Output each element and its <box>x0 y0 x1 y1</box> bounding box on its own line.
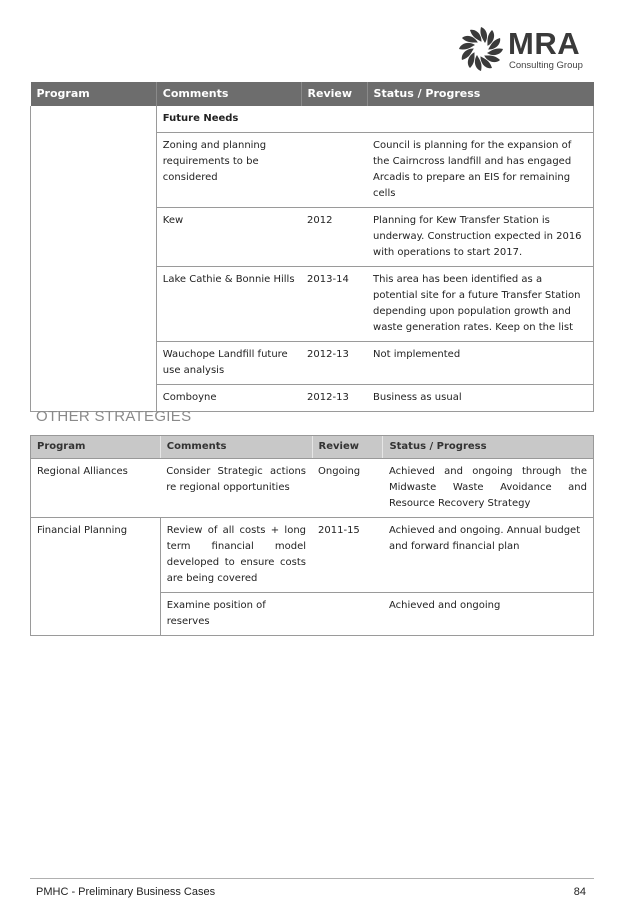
header-comments: Comments <box>160 436 312 459</box>
footer-divider <box>30 878 594 879</box>
status-cell: Planning for Kew Transfer Station is underway. Construction expected in 2016 with operations to start 2017. <box>367 208 593 267</box>
status-cell: This area has been identified as a potential site for a future Transfer Station depending upon population growth and waste generation rates. Keep on the list <box>367 267 593 342</box>
status-cell: Achieved and ongoing. Annual budget and forward financial plan <box>383 518 594 593</box>
table-row <box>31 459 594 518</box>
status-cell: Achieved and ongoing <box>383 593 594 636</box>
review-cell: 2012-13 <box>301 385 367 412</box>
table-header-row <box>31 82 594 106</box>
mra-logo-mark-icon <box>456 24 506 74</box>
comment-cell: Kew <box>156 208 301 267</box>
comment-cell: Comboyne <box>156 385 301 412</box>
comment-cell: Wauchope Landfill future use analysis <box>156 342 301 385</box>
program-cell: Financial Planning <box>31 518 161 636</box>
review-cell: Ongoing <box>312 459 383 518</box>
review-cell: 2011-15 <box>312 518 383 593</box>
mra-logo <box>456 24 596 76</box>
review-cell: 2012-13 <box>301 342 367 385</box>
status-cell <box>367 106 593 133</box>
comment-cell: Lake Cathie & Bonnie Hills <box>156 267 301 342</box>
future-needs-table <box>30 82 594 412</box>
comment-cell: Review of all costs + long term financial model developed to ensure costs are being covered <box>160 518 312 593</box>
status-cell: Not implemented <box>367 342 593 385</box>
header-comments: Comments <box>156 82 301 106</box>
comment-cell: Examine position of reserves <box>160 593 312 636</box>
header-status: Status / Progress <box>367 82 593 106</box>
comment-cell: Zoning and planning requirements to be considered <box>156 133 301 208</box>
review-cell: 2013-14 <box>301 267 367 342</box>
other-strategies-table <box>30 435 594 636</box>
header-program: Program <box>31 82 157 106</box>
logo-subtitle: Consulting Group <box>509 60 583 71</box>
status-cell: Achieved and ongoing through the Midwaste Waste Avoidance and Resource Recovery Strategy <box>383 459 594 518</box>
comment-cell: Consider Strategic actions re regional opportunities <box>160 459 312 518</box>
footer-text: PMHC - Preliminary Business Cases <box>36 886 216 898</box>
status-cell: Business as usual <box>367 385 593 412</box>
table-row <box>31 106 594 133</box>
section-title: OTHER STRATEGIES <box>36 408 192 425</box>
logo-name: MRA <box>508 26 581 61</box>
review-cell: 2012 <box>301 208 367 267</box>
program-cell-empty <box>31 106 157 412</box>
header-status: Status / Progress <box>383 436 594 459</box>
review-cell <box>301 106 367 133</box>
page-number: 84 <box>573 886 586 898</box>
program-cell: Regional Alliances <box>31 459 161 518</box>
comment-cell: Future Needs <box>156 106 301 133</box>
header-program: Program <box>31 436 161 459</box>
review-cell <box>312 593 383 636</box>
status-cell: Council is planning for the expansion of the Cairncross landfill and has engaged Arcadis to prepare an EIS for remaining cells <box>367 133 593 208</box>
review-cell <box>301 133 367 208</box>
table-row <box>31 518 594 593</box>
header-review: Review <box>312 436 383 459</box>
table-header-row <box>31 436 594 459</box>
header-review: Review <box>301 82 367 106</box>
